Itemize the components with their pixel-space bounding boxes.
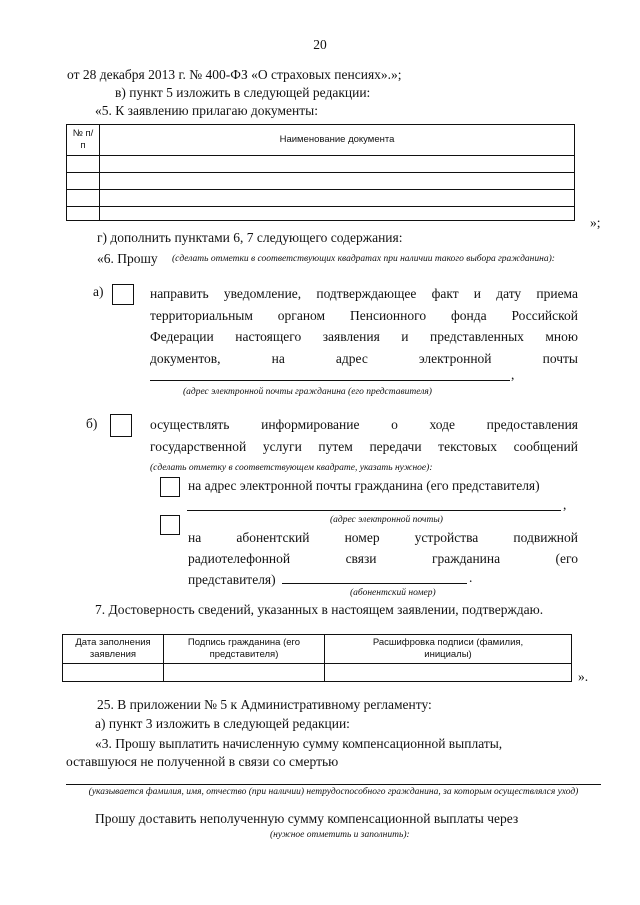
email-field-b-caption: (адрес электронной почты) <box>330 515 443 525</box>
phone-number-dot: . <box>469 570 473 585</box>
table-row <box>67 156 575 173</box>
date-header: Дата заполнения заявления <box>63 635 164 664</box>
item25-caption-2: (нужное отметить и заполнить): <box>270 830 410 840</box>
item25-line-3: «3. Прошу выплатить начисленную сумму компенсационной выплаты, <box>95 736 503 751</box>
table-row <box>67 190 575 207</box>
option-a-label: а) <box>93 284 104 299</box>
option-phone-checkbox[interactable] <box>160 515 180 535</box>
table-row <box>67 173 575 190</box>
option-email-text: на адрес электронной почты гражданина (его представителя) <box>188 478 540 493</box>
item25-line-2: а) пункт 3 изложить в следующей редакции: <box>95 716 350 731</box>
signature-table <box>62 634 572 682</box>
documents-table <box>66 124 575 221</box>
option-email-checkbox[interactable] <box>160 477 180 497</box>
email-field-b-comma: , <box>563 497 567 512</box>
deceased-name-caption: (указывается фамилия, имя, отчество (при наличии) нетрудоспособного гражданина, за которым осуществлялся уход) <box>88 787 579 797</box>
item7: 7. Достоверность сведений, указанных в настоящем заявлении, подтверждаю. <box>95 602 544 617</box>
item6-head: «6. Прошу <box>97 251 158 266</box>
table-row <box>63 664 572 682</box>
signature-header: Подпись гражданина (его представителя) <box>164 635 325 664</box>
phone-number-caption: (абонентский номер) <box>350 588 436 598</box>
option-b-hint: (сделать отметку в соответствующем квадрате, указать нужное): <box>150 463 433 473</box>
email-field-b[interactable] <box>187 510 561 511</box>
option-b-label: б) <box>86 416 98 431</box>
intro-line-2: в) пункт 5 изложить в следующей редакции: <box>115 85 371 100</box>
option-phone-text: на абонентский номер устройства подвижной радиотелефонной связи гражданина (его представителя) <box>188 530 578 587</box>
email-field-a-caption: (адрес электронной почты гражданина (его представителя) <box>183 387 432 397</box>
option-a-checkbox[interactable] <box>112 284 134 305</box>
table-row <box>67 207 575 221</box>
decoding-header: Расшифровка подписи (фамилия, инициалы) <box>325 635 572 664</box>
option-a-text: направить уведомление, подтверждающее факт и дату приема территориальным органом Пенсионного фонда Российской Федерации настоящего заявления и представленных мною документов, на адрес электронной почты <box>150 286 578 366</box>
docs-end-mark: »; <box>590 215 601 230</box>
intro-line-1: от 28 декабря 2013 г. № 400-ФЗ «О страховых пенсиях».»; <box>67 67 402 82</box>
col-doc-name-header: Наименование документа <box>100 125 575 156</box>
deceased-name-field[interactable] <box>66 784 601 785</box>
option-b-checkbox[interactable] <box>110 414 132 437</box>
sign-end-mark: ». <box>578 669 589 684</box>
intro-line-3: «5. К заявлению прилагаю документы: <box>95 103 318 118</box>
item25-line-1: 25. В приложении № 5 к Административному регламенту: <box>97 697 432 712</box>
option-b-text: осуществлять информирование о ходе предоставления государственной услуги путем передачи текстовых сообщений <box>150 417 578 454</box>
email-field-a-comma: , <box>511 367 515 382</box>
email-field-a[interactable] <box>150 380 510 381</box>
col-number-header: № п/п <box>67 125 100 156</box>
phone-number-field[interactable] <box>282 583 467 584</box>
item25-line-5: Прошу доставить неполученную сумму компенсационной выплаты через <box>95 811 519 826</box>
page-number: 20 <box>313 37 327 52</box>
item-g: г) дополнить пунктами 6, 7 следующего содержания: <box>97 230 403 245</box>
item6-hint: (сделать отметки в соответствующих квадратах при наличии такого выбора гражданина): <box>172 254 555 264</box>
item25-line-4: оставшуюся не полученной в связи со смертью <box>66 754 339 769</box>
